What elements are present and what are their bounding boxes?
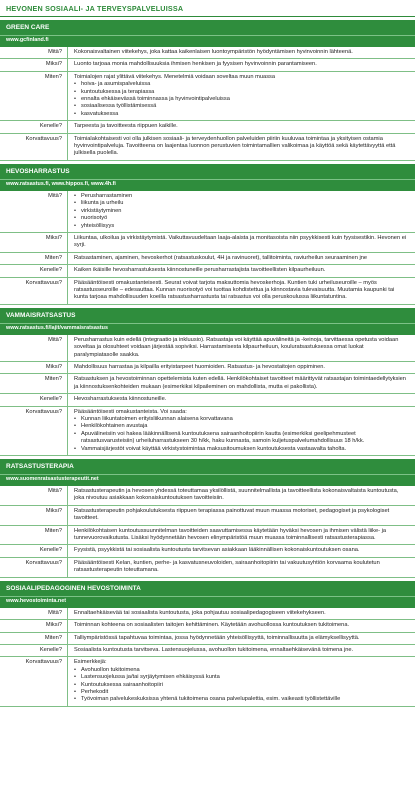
row-text: Perusharrastus kuin edellä (integraatio ja inkluusio). Ratsastaja voi käyttää apuvälineitä ja -keinoja, tarvittaessa opetusta voidaan soveltaa ja olosuhteet voidaan järjestää sopiviksi. Harrastamisesta kilpaurheiluun, kouluratsastuksessa omat luokat paralympiatasolle saakka. xyxy=(74,336,399,358)
row-text: Talliympäristössä tapahtuvaa toimintaa, jossa hyödynnetään yhteisöllisyyttä, toiminnallisuutta ja elämyksellisyyttä. xyxy=(74,634,360,641)
row-content xyxy=(67,558,415,577)
table-row xyxy=(0,233,415,253)
table-row xyxy=(0,558,415,578)
bullet-list xyxy=(74,81,409,118)
row-label: Miten? xyxy=(44,527,62,534)
section-url-link[interactable]: www.ratsastus.fi/lajit/vammaisratsastus xyxy=(0,323,415,335)
row-label: Miten? xyxy=(44,376,62,383)
row-text: Hevosharrastuksesta kiinnostuneille. xyxy=(74,396,167,403)
table-row xyxy=(0,394,415,406)
section-url-link[interactable]: www.hevostoiminta.net xyxy=(0,596,415,608)
section-title: GREEN CARE xyxy=(0,20,415,35)
row-text: Pääsääntöisesti omakustanteista. Voi saada: xyxy=(74,408,187,415)
row-label: Miksi? xyxy=(45,363,62,370)
list-item: • liikunta ja urheilu xyxy=(74,200,409,207)
row-text: Mahdollisuus harrastaa ja kilpailla erityistarpeet huomioiden. Ratsastus- ja hevostaitojen oppiminen. xyxy=(74,363,326,370)
table-row xyxy=(0,486,415,506)
row-text: Esimerkkejä: xyxy=(74,659,107,666)
table-row xyxy=(0,374,415,394)
table-row xyxy=(0,47,415,59)
list-item: • Avohuollon tukitoimena xyxy=(74,667,409,674)
list-item: • Apuvälineisiin voi hakea lääkinnällisenä kuntoutuksena sairaanhoitopiirin kautta (esimerkiksi geelipehmusteet ratsastusvarusteisiin) urheiluharrastukseen 30 h/kk, haku kunnasta, samoin kuljetuspalvelumahdollisuus 18 h/kk. xyxy=(74,431,409,446)
row-content xyxy=(67,278,415,304)
table-row xyxy=(0,59,415,71)
row-text: Liikuntaa, ulkoilua ja virkistäytymistä. Vaikuttavuudeltaan laaja-alaista ja monitasoista niin psyykkisesti kuin fyysisestikin. Hevonen ei syrji. xyxy=(74,234,407,249)
row-content xyxy=(67,47,415,58)
row-content xyxy=(67,335,415,361)
table-row xyxy=(0,633,415,645)
list-item: • Kuntoutuksessa sairaanhoitopiiri xyxy=(74,682,409,689)
row-content xyxy=(67,608,415,619)
row-content xyxy=(67,486,415,505)
row-label: Korvattavuus? xyxy=(25,135,62,142)
row-label: Mitä? xyxy=(48,609,62,616)
section-title: RATSASTUSTERAPIA xyxy=(0,459,415,474)
row-text: Pääsääntöisesti omakustanteisesti. Seurat voivat tarjota maksuttomia hevoskerhoja. Kuntien tuki urheiluseuroille – myös ratsastusseuroille – edesauttaa. Kunnan nuorisotyö voi tuottaa kohdistettua ja kiinnostavia tulevaisuutta. Muutamia kaupunki tai kunta tarjoaa mahdollisuuden koeilla ratsastusharrastusta tai ratsastus voi olla peruskoulussa liikuntatuntina. xyxy=(74,279,395,301)
table-row xyxy=(0,335,415,362)
row-content xyxy=(67,253,415,264)
table-row xyxy=(0,645,415,657)
table-row xyxy=(0,72,415,121)
section-url-link[interactable]: www.suomenratsastusterapeutit.net xyxy=(0,474,415,486)
row-text: Toiminnan kohteena on sosiaalisten taitojen kehittäminen. Käytetään avohuollossa kuntoutuksen tukitoimena. xyxy=(74,622,350,629)
row-content xyxy=(67,233,415,252)
section-title: SOSIAALIPEDAGOGINEN HEVOSTOIMINTA xyxy=(0,581,415,596)
row-label: Kenelle? xyxy=(39,646,62,653)
row-label: Miten? xyxy=(44,254,62,261)
row-content xyxy=(67,362,415,373)
row-text: Luonto tarjoaa monia mahdollisuuksia ihmisen henkisen ja fyysisen hyvinvoinnin parantamiseen. xyxy=(74,61,317,68)
row-content xyxy=(67,72,415,120)
table-row xyxy=(0,506,415,526)
list-item: • kasvatuksessa xyxy=(74,111,409,118)
list-item: • Henkilökohtainen avustaja xyxy=(74,423,409,430)
row-content xyxy=(67,394,415,405)
table-row xyxy=(0,265,415,277)
table-row xyxy=(0,407,415,456)
row-label: Miten? xyxy=(44,634,62,641)
section-url-link[interactable]: www.gcfinland.fi xyxy=(0,35,415,47)
table-row xyxy=(0,121,415,133)
row-label: Miksi? xyxy=(45,61,62,68)
row-text: Ennaltaehkäisevää tai sosiaalista kuntoutusta, joka pohjautuu sosiaalipedagogiseen viitekehykseen. xyxy=(74,609,326,616)
document-title: HEVONEN SOSIAALI- JA TERVEYSPALVELUISSA xyxy=(0,0,415,17)
table-row xyxy=(0,608,415,620)
row-text: Henkilökohtaisen kuntoutussuunnitelman tavoitteiden saavuttamisessa käytetään hyväksi hevosen ja ihmisen välistä liike- ja tunnevuorovaikutusta. Lisäksi hyödynnetään hevosen elinympäristöä muun muassa toiminnallisesti ratsastusterapiassa. xyxy=(74,527,387,542)
row-content xyxy=(67,645,415,656)
row-content xyxy=(67,545,415,556)
row-label: Mitä? xyxy=(48,488,62,495)
row-content xyxy=(67,134,415,160)
section xyxy=(0,20,415,161)
table-row xyxy=(0,278,415,305)
list-item: • yhteisöllisyys xyxy=(74,223,409,230)
section-title: VAMMAISRATSASTUS xyxy=(0,308,415,323)
row-label: Kenelle? xyxy=(39,123,62,130)
bullet-list xyxy=(74,416,409,453)
section xyxy=(0,581,415,707)
row-label: Kenelle? xyxy=(39,267,62,274)
row-content xyxy=(67,191,415,232)
row-text: Ratsastuksen ja hevostoiminnan opettelemista kuten edellä. Henkilökohtaiset tavoitteet määrittyvät ratsastajan toimintaedellytyksien ja kiinnostuksenkohteiden mukaan (esimerkiksi kilpaileminen on mahdollista, mutta ei pakollista). xyxy=(74,376,406,390)
row-content xyxy=(67,633,415,644)
row-content xyxy=(67,526,415,545)
row-label: Mitä? xyxy=(48,192,62,199)
row-label: Miten? xyxy=(44,73,62,80)
row-text: Toimialojen rajat ylittävä viitekehys. Menetelmiä voidaan soveltaa muun muassa xyxy=(74,73,276,80)
table-row xyxy=(0,545,415,557)
list-item: • Perusharrastaminen xyxy=(74,193,409,200)
section-title: HEVOSHARRASTUS xyxy=(0,164,415,179)
bullet-list xyxy=(74,193,409,230)
list-item: • hoiva- ja asumispalveluissa xyxy=(74,81,409,88)
list-item: • Kunnan liikuntatoimen erityisliikunnan alaisena korvattavana xyxy=(74,416,409,423)
list-item: • Lastensuojelussa ja/tai syrjäytymisen ehkäisyssä kunta xyxy=(74,674,409,681)
row-content xyxy=(67,506,415,525)
list-item: • kuntoutuksessa ja terapiassa xyxy=(74,89,409,96)
bullet-list xyxy=(74,667,409,704)
row-label: Kenelle? xyxy=(39,547,62,554)
row-label: Miksi? xyxy=(45,622,62,629)
row-text: Toimialakohtaisesti voi olla julkisen sosiaali- ja terveydenhuollon palveluiden piiriin kuuluvaa toimintaa ja yksityisen ostamia hyvinvointipalveluja. Tavoitteena on laajentaa luonnon perustuvien toimintamallien valikoimaa ja käyttöä sekä käytettävyyttä että julkisella puolella. xyxy=(74,135,396,157)
table-row xyxy=(0,134,415,161)
table-row xyxy=(0,362,415,374)
section-url-link[interactable]: www.ratsastus.fi, www.hippos.fi, www.4h.fi xyxy=(0,179,415,191)
row-content xyxy=(67,59,415,70)
row-label: Korvattavuus? xyxy=(25,408,62,415)
row-text: Pääsääntöisesti Kelan, kuntien, perhe- ja kasvatusneuvoloiden, sairaanhoitopiirin tai vakuutusyhtiön korvaama koulutetun ratsastusterapeutin toteuttamana. xyxy=(74,559,380,574)
list-item: • Perhekodit xyxy=(74,689,409,696)
row-text: Ratsastusterapeutin pohjakoulutuksesta riippuen terapiassa painottuvat muun muassa motoriset, pedagogiset ja psykologiset tavoitteet. xyxy=(74,507,390,522)
list-item: • sosiaalisessa työllistämisessä xyxy=(74,103,409,110)
row-label: Miksi? xyxy=(45,234,62,241)
row-text: Ratsastaminen, ajaminen, hevoskerhot (ratsastuskoulut, 4H ja ravinuoret), tallitoiminta, raviurheilun seuraaminen jne xyxy=(74,254,368,261)
row-label: Korvattavuus? xyxy=(25,559,62,566)
table-row xyxy=(0,253,415,265)
row-label: Kenelle? xyxy=(39,396,62,403)
row-label: Miksi? xyxy=(45,507,62,514)
section xyxy=(0,308,415,456)
row-content xyxy=(67,407,415,455)
row-text: Ratsastusterapeutin ja hevosen yhdessä toteuttamaa yksilöllistä, suunnitelmallista ja tavoitteellista kokonaisvaltaista kuntoutusta, joka nivoutuu asiakkaan kokonaiskuntoutuksen tavoitteisiin. xyxy=(74,488,399,502)
section xyxy=(0,164,415,305)
row-text: Fyysistä, psyykkistä tai sosiaalista kuntoutusta tarvitsevan asiakkaan lääkinnällisen kokonaiskuntoutuksen osana. xyxy=(74,547,360,554)
row-text: Kokonaisvaltainen viitekehys, joka kattaa kaikenlaisen luontoympäristön hyödyntämisen hyvinvoinnin lähteenä. xyxy=(74,49,353,55)
list-item: • ennalta ehkäisevässä toiminnassa ja hyvinvointipalveluissa xyxy=(74,96,409,103)
list-item: • nuorisotyö xyxy=(74,215,409,222)
list-item: • virkistäytyminen xyxy=(74,208,409,215)
sections-container xyxy=(0,20,415,707)
list-item: • Työvoiman palvelukeskuksissa yhtenä tukitoimena osana palvelupalettia, esim. vaikeasti työllistettäville xyxy=(74,696,409,703)
section xyxy=(0,459,415,578)
table-row xyxy=(0,620,415,632)
row-content xyxy=(67,121,415,132)
row-label: Korvattavuus? xyxy=(25,659,62,666)
row-label: Korvattavuus? xyxy=(25,279,62,286)
row-text: Tarpeesta ja tavoitteesta riippuen kaikille. xyxy=(74,123,178,130)
table-row xyxy=(0,191,415,233)
row-label: Mitä? xyxy=(48,49,62,55)
row-content xyxy=(67,657,415,705)
row-text: Sosiaalista kuntoutusta tarvitseva. Lastensuojelussa, avohuollon tukitoimena, ennaltaehkäisevänä toimena jne. xyxy=(74,646,354,653)
row-content xyxy=(67,374,415,393)
row-label: Mitä? xyxy=(48,336,62,343)
row-content xyxy=(67,620,415,631)
row-text: Kaiken ikäisille hevosharrastuksesta kiinnostuneille perusharrastajista tavoitteellisten kilpaurheiluun. xyxy=(74,267,326,274)
list-item: • Vammaisjärjestöt voivat käyttää virkistystoimintaa maksusitoumuksen kuntoutuksesta vastaavalta taholta. xyxy=(74,446,409,453)
table-row xyxy=(0,657,415,706)
row-content xyxy=(67,265,415,276)
table-row xyxy=(0,526,415,546)
